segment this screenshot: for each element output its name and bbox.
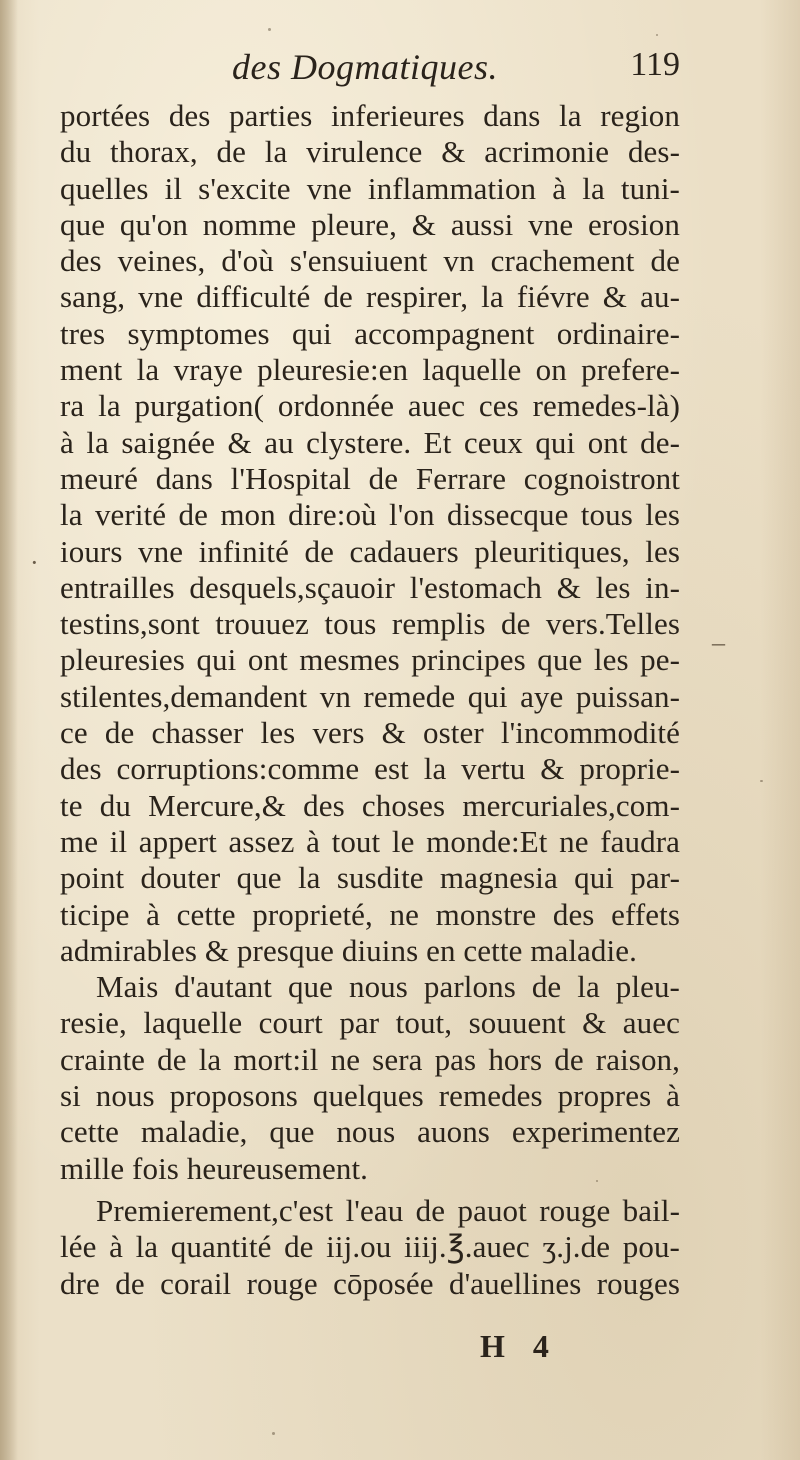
paper-speck	[760, 780, 763, 782]
paper-speck	[272, 1432, 275, 1435]
text-line: crainte de la mort:il ne sera pas hors de raison,	[60, 1041, 680, 1077]
paragraph-start-line: Premierement,c'est l'eau de pauot rouge bail-	[96, 1192, 680, 1228]
text-line: stilentes,demandent vn remede qui aye puissan-	[60, 678, 680, 714]
running-title: des Dogmatiques.	[232, 47, 498, 87]
binding-shadow	[0, 0, 18, 1460]
text-line: ra la purgation( ordonnée auec ces remedes-là)	[60, 388, 680, 424]
text-line: entrailles desquels,sçauoir l'estomach & les in-	[60, 569, 680, 605]
text-line: ce de chasser les vers & oster l'incommodité	[60, 715, 680, 751]
text-line: quelles il s'excite vne inflammation à la tuni-	[60, 170, 680, 206]
text-line: des veines, d'où s'ensuiuent vn crachement de	[60, 243, 680, 279]
text-line: sang, vne difficulté de respirer, la fiévre & au-	[60, 279, 680, 315]
text-line: portées des parties inferieures dans la region	[60, 98, 680, 133]
text-line: dre de corail rouge cōposée d'auellines rouges	[60, 1265, 680, 1301]
text-line: point douter que la susdite magnesia qui par-	[60, 860, 680, 896]
text-line: du thorax, de la virulence & acrimonie des-	[60, 134, 680, 170]
text-line: meuré dans l'Hospital de Ferrare cognoistront	[60, 460, 680, 496]
running-head	[60, 46, 680, 96]
body-text	[60, 98, 680, 1302]
text-line: ticipe à cette proprieté, ne monstre des effets	[60, 896, 680, 932]
text-line: des corruptions:comme est la vertu & proprie-	[60, 751, 680, 787]
text-line: resie, laquelle court par tout, souuent & auec	[60, 1005, 680, 1041]
page-number: 119	[630, 46, 680, 83]
margin-dot-mark: ·	[30, 548, 39, 577]
text-line: mille fois heureusement.	[60, 1150, 369, 1186]
text-line: tres symptomes qui accompagnent ordinaire-	[60, 315, 680, 351]
text-line: testins,sont trouuez tous remplis de vers.Telles	[60, 606, 680, 642]
text-line: à la saignée & au clystere. Et ceux qui ont de-	[60, 424, 680, 460]
paragraph-start-line: Mais d'autant que nous parlons de la pleu-	[96, 969, 680, 1005]
text-line: lée à la quantité de iij.ou iiij.℥.auec ʒ.j.de pou-	[60, 1229, 680, 1265]
paper-speck	[268, 28, 271, 31]
paper-speck	[596, 1180, 598, 1182]
text-line: admirables & presque diuins en cette maladie.	[60, 932, 637, 968]
paper-speck	[656, 34, 658, 36]
text-line: pleuresies qui ont mesmes principes que les pe-	[60, 642, 680, 678]
text-line: que qu'on nomme pleure, & aussi vne erosion	[60, 206, 680, 242]
text-line: si nous proposons quelques remedes propres à	[60, 1078, 680, 1114]
margin-dash-mark: –	[712, 628, 725, 657]
signature-mark: H 4	[480, 1328, 559, 1364]
text-line: la verité de mon dire:où l'on dissecque tous les	[60, 497, 680, 533]
text-line: cette maladie, que nous auons experimentez	[60, 1114, 680, 1150]
text-line: ment la vraye pleuresie:en laquelle on prefere-	[60, 352, 680, 388]
text-line: me il appert assez à tout le monde:Et ne faudra	[60, 823, 680, 859]
text-line: iours vne infinité de cadauers pleuritiques, les	[60, 533, 680, 569]
text-line: te du Mercure,& des choses mercuriales,com-	[60, 787, 680, 823]
